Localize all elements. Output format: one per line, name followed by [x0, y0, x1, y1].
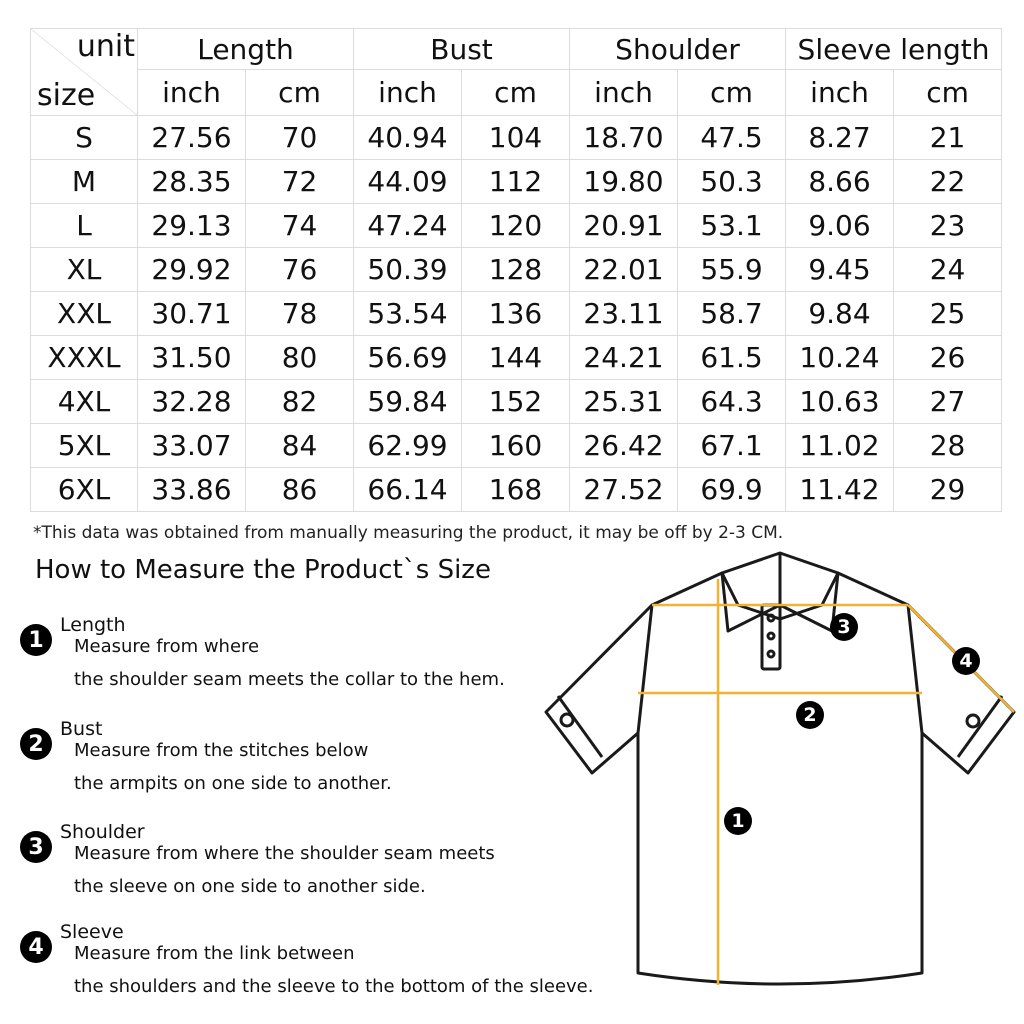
size-cell: M: [31, 160, 138, 204]
step-number-badge: 3: [20, 831, 52, 863]
size-row: [31, 116, 1002, 160]
measurement-cell: 26: [894, 336, 1002, 380]
measurement-cell: 136: [462, 292, 570, 336]
group-header-sleeve-length: Sleeve length: [786, 29, 1002, 70]
step-title: Bust: [60, 718, 103, 740]
measurement-cell: 62.99: [354, 424, 462, 468]
group-header-length: Length: [138, 29, 354, 70]
measurement-cell: 10.63: [786, 380, 894, 424]
measurement-cell: 22.01: [570, 248, 678, 292]
measurement-cell: 72: [246, 160, 354, 204]
measurement-cell: 50.3: [678, 160, 786, 204]
measurement-cell: 19.80: [570, 160, 678, 204]
measurement-cell: 58.7: [678, 292, 786, 336]
size-cell: L: [31, 204, 138, 248]
step-title: Sleeve: [60, 921, 124, 943]
unit-header-cell: inch: [786, 70, 894, 116]
size-row: [31, 424, 1002, 468]
size-row: [31, 292, 1002, 336]
measurement-cell: 128: [462, 248, 570, 292]
measurement-cell: 61.5: [678, 336, 786, 380]
step-description: Measure from the link between: [74, 943, 355, 964]
step-number-badge: 4: [20, 931, 52, 963]
unit-header-cell: inch: [138, 70, 246, 116]
measurement-cell: 27: [894, 380, 1002, 424]
measurement-cell: 168: [462, 468, 570, 512]
measurement-cell: 160: [462, 424, 570, 468]
step-title: Length: [60, 614, 126, 636]
step-description: the sleeve on one side to another side.: [74, 876, 426, 897]
measurement-cell: 9.45: [786, 248, 894, 292]
measurement-cell: 47.24: [354, 204, 462, 248]
measurement-cell: 23: [894, 204, 1002, 248]
measurement-cell: 20.91: [570, 204, 678, 248]
measurement-cell: 24.21: [570, 336, 678, 380]
measurement-cell: 66.14: [354, 468, 462, 512]
measurement-cell: 26.42: [570, 424, 678, 468]
step-description: Measure from where: [74, 636, 260, 657]
measurement-cell: 24: [894, 248, 1002, 292]
measurement-cell: 10.24: [786, 336, 894, 380]
measurement-cell: 21: [894, 116, 1002, 160]
measurement-cell: 82: [246, 380, 354, 424]
measurement-cell: 9.06: [786, 204, 894, 248]
size-row: [31, 468, 1002, 512]
measurement-cell: 9.84: [786, 292, 894, 336]
measurement-cell: 70: [246, 116, 354, 160]
measurement-cell: 18.70: [570, 116, 678, 160]
step-number-badge: 2: [20, 728, 52, 760]
measurement-cell: 22: [894, 160, 1002, 204]
group-header-bust: Bust: [354, 29, 570, 70]
step-number-badge: 1: [20, 624, 52, 656]
size-cell: 5XL: [31, 424, 138, 468]
step-title: Shoulder: [60, 821, 145, 843]
measurement-cell: 76: [246, 248, 354, 292]
measurement-cell: 27.52: [570, 468, 678, 512]
size-cell: XXXL: [31, 336, 138, 380]
measurement-cell: 29.13: [138, 204, 246, 248]
measurement-cell: 33.07: [138, 424, 246, 468]
measurement-note: *This data was obtained from manually measuring the product, it may be off by 2-3 CM.: [33, 523, 784, 543]
measurement-cell: 64.3: [678, 380, 786, 424]
measurement-cell: 84: [246, 424, 354, 468]
measurement-cell: 32.28: [138, 380, 246, 424]
measurement-cell: 28.35: [138, 160, 246, 204]
measurement-cell: 144: [462, 336, 570, 380]
size-row: [31, 380, 1002, 424]
size-cell: 4XL: [31, 380, 138, 424]
measurement-cell: 112: [462, 160, 570, 204]
measurement-cell: 55.9: [678, 248, 786, 292]
measurement-cell: 25: [894, 292, 1002, 336]
unit-header-cell: cm: [246, 70, 354, 116]
section-heading: How to Measure the Product`s Size: [35, 555, 491, 585]
step-description: the armpits on one side to another.: [74, 773, 392, 794]
diagram-marker-shoulder: 3: [830, 613, 858, 641]
group-header-row: [31, 29, 1002, 70]
corner-size-label: size: [37, 78, 96, 113]
measurement-cell: 44.09: [354, 160, 462, 204]
diagram-marker-sleeve: 4: [952, 647, 980, 675]
size-row: [31, 160, 1002, 204]
shirt-diagram: [540, 545, 1020, 1015]
measurement-cell: 23.11: [570, 292, 678, 336]
step-description: Measure from where the shoulder seam meets: [74, 843, 495, 864]
size-cell: 6XL: [31, 468, 138, 512]
measurement-cell: 47.5: [678, 116, 786, 160]
diagram-marker-length: 1: [724, 807, 752, 835]
diagram-marker-bust: 2: [796, 701, 824, 729]
unit-header-row: [31, 70, 1002, 116]
measurement-cell: 8.27: [786, 116, 894, 160]
size-row: [31, 336, 1002, 380]
unit-header-cell: cm: [894, 70, 1002, 116]
step-description: Measure from the stitches below: [74, 740, 369, 761]
measurement-cell: 53.1: [678, 204, 786, 248]
unit-header-cell: inch: [354, 70, 462, 116]
group-header-shoulder: Shoulder: [570, 29, 786, 70]
measurement-cell: 78: [246, 292, 354, 336]
size-cell: XXL: [31, 292, 138, 336]
step-description: the shoulder seam meets the collar to the hem.: [74, 669, 505, 690]
size-rows-body: [31, 116, 1002, 512]
measurement-cell: 25.31: [570, 380, 678, 424]
size-row: [31, 204, 1002, 248]
measurement-cell: 120: [462, 204, 570, 248]
step-description: the shoulders and the sleeve to the bottom of the sleeve.: [74, 976, 594, 997]
corner-header-cell: [31, 29, 138, 116]
measurement-cell: 80: [246, 336, 354, 380]
unit-header-cell: cm: [462, 70, 570, 116]
measurement-cell: 104: [462, 116, 570, 160]
measurement-cell: 28: [894, 424, 1002, 468]
corner-unit-label: unit: [76, 29, 135, 64]
measurement-cell: 40.94: [354, 116, 462, 160]
measurement-cell: 67.1: [678, 424, 786, 468]
size-cell: S: [31, 116, 138, 160]
measurement-cell: 29: [894, 468, 1002, 512]
unit-header-cell: inch: [570, 70, 678, 116]
measurement-cell: 33.86: [138, 468, 246, 512]
measurement-cell: 59.84: [354, 380, 462, 424]
measurement-cell: 69.9: [678, 468, 786, 512]
measurement-cell: 53.54: [354, 292, 462, 336]
size-row: [31, 248, 1002, 292]
measurement-cell: 56.69: [354, 336, 462, 380]
measurement-cell: 27.56: [138, 116, 246, 160]
measurement-cell: 31.50: [138, 336, 246, 380]
measurement-cell: 29.92: [138, 248, 246, 292]
unit-header-cell: cm: [678, 70, 786, 116]
measurement-cell: 30.71: [138, 292, 246, 336]
size-cell: XL: [31, 248, 138, 292]
size-chart-table: [30, 28, 1002, 512]
shirt-outline-icon: [540, 545, 1020, 1015]
measurement-cell: 11.42: [786, 468, 894, 512]
measurement-cell: 8.66: [786, 160, 894, 204]
measurement-cell: 86: [246, 468, 354, 512]
measurement-cell: 74: [246, 204, 354, 248]
measurement-cell: 50.39: [354, 248, 462, 292]
measurement-cell: 11.02: [786, 424, 894, 468]
measurement-cell: 152: [462, 380, 570, 424]
